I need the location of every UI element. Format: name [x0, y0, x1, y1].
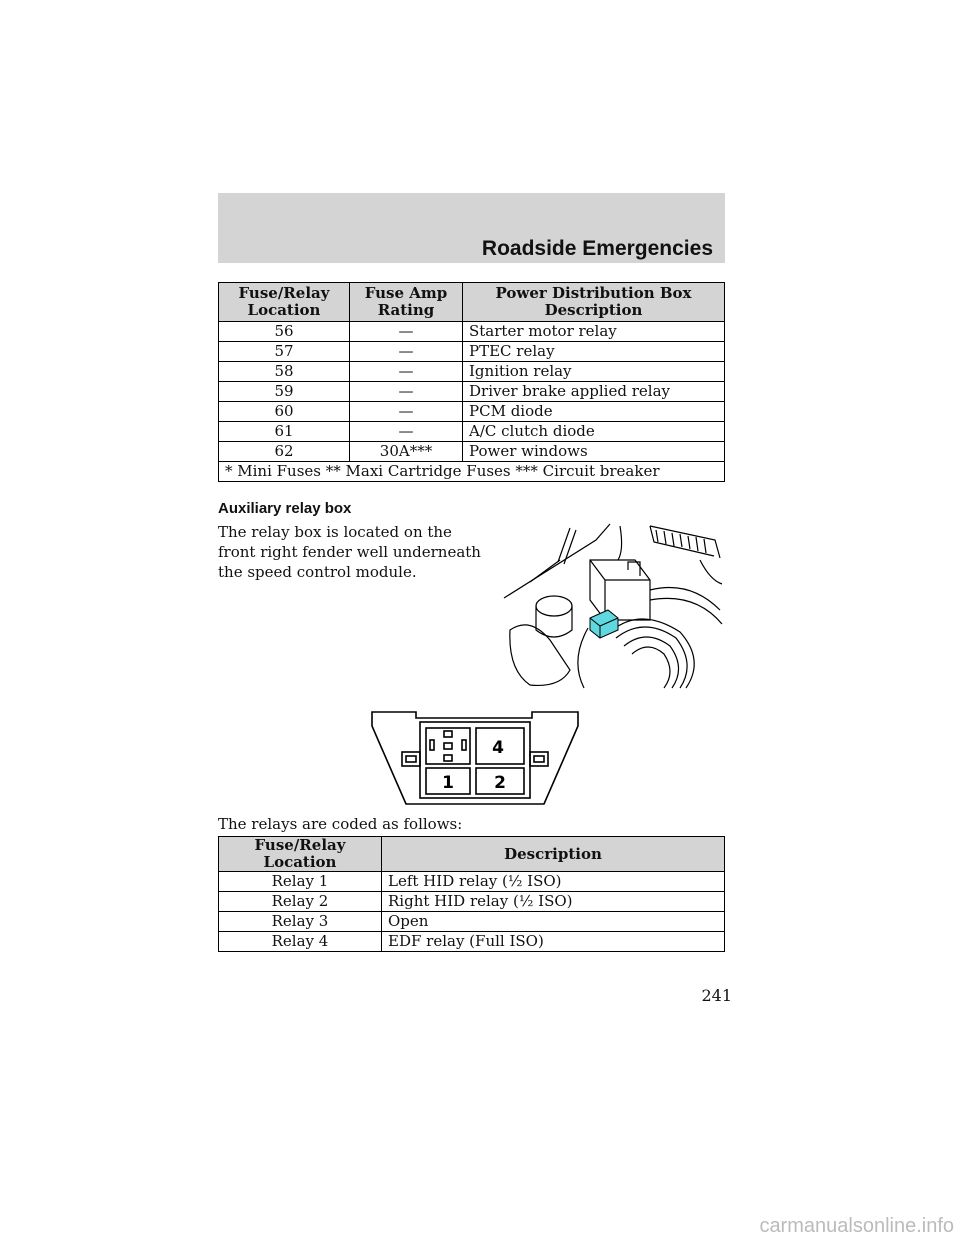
- table-cell: Relay 2: [219, 892, 382, 912]
- table-header-row: [219, 283, 725, 322]
- table-cell: —: [350, 402, 463, 422]
- location-paragraph: The relay box is located on the front right fender well underneath the speed control module.: [218, 523, 481, 581]
- table-cell: 30A***: [350, 442, 463, 462]
- section-heading: Auxiliary relay box: [218, 500, 352, 517]
- table-cell: PCM diode: [463, 402, 725, 422]
- table-cell: —: [350, 422, 463, 442]
- table-row: [219, 362, 725, 382]
- column-header: Description: [382, 837, 725, 872]
- engine-compartment-illustration: [500, 520, 726, 690]
- relay-label-4: 4: [492, 738, 504, 758]
- header-band: [218, 193, 725, 263]
- table-cell: 56: [219, 322, 350, 342]
- table-cell: —: [350, 382, 463, 402]
- table-row: [219, 322, 725, 342]
- table-cell: 60: [219, 402, 350, 422]
- column-header: Fuse Amp Rating: [350, 283, 463, 322]
- table-row: [219, 872, 725, 892]
- table-cell: Ignition relay: [463, 362, 725, 382]
- table-cell: Relay 3: [219, 912, 382, 932]
- table-cell: A/C clutch diode: [463, 422, 725, 442]
- table-row: [219, 402, 725, 422]
- table-cell: Open: [382, 912, 725, 932]
- table-cell: PTEC relay: [463, 342, 725, 362]
- page-number: 241: [701, 986, 732, 1005]
- power-distribution-table: [218, 282, 725, 482]
- table-cell: Relay 4: [219, 932, 382, 952]
- column-header: Fuse/Relay Location: [219, 837, 382, 872]
- table-footnote: * Mini Fuses ** Maxi Cartridge Fuses *** Circuit breaker: [219, 462, 725, 482]
- table-cell: Power windows: [463, 442, 725, 462]
- table-cell: —: [350, 342, 463, 362]
- column-header: Fuse/Relay Location: [219, 283, 350, 322]
- table-row: [219, 342, 725, 362]
- relay-table: [218, 836, 725, 952]
- table-cell: Left HID relay (½ ISO): [382, 872, 725, 892]
- table-cell: 59: [219, 382, 350, 402]
- table-cell: —: [350, 322, 463, 342]
- table-row: [219, 442, 725, 462]
- column-header: Power Distribution Box Description: [463, 283, 725, 322]
- section-title: Roadside Emergencies: [481, 237, 713, 260]
- table-cell: Relay 1: [219, 872, 382, 892]
- relays-coded-paragraph: The relays are coded as follows:: [218, 815, 463, 833]
- table-row: [219, 932, 725, 952]
- relay-label-1: 1: [442, 773, 454, 793]
- watermark[interactable]: carmanualsonline.info: [759, 1215, 954, 1237]
- table-cell: —: [350, 362, 463, 382]
- table-row: [219, 912, 725, 932]
- table-row: [219, 892, 725, 912]
- table-cell: 62: [219, 442, 350, 462]
- relay-label-2: 2: [494, 773, 506, 793]
- table-header-row: [219, 837, 725, 872]
- table-row: [219, 422, 725, 442]
- table-footnote-row: [219, 462, 725, 482]
- table-row: [219, 382, 725, 402]
- relay-box-diagram: [370, 708, 580, 808]
- table-cell: 58: [219, 362, 350, 382]
- table-cell: 61: [219, 422, 350, 442]
- table-cell: 57: [219, 342, 350, 362]
- table-cell: Driver brake applied relay: [463, 382, 725, 402]
- table-cell: Right HID relay (½ ISO): [382, 892, 725, 912]
- table-cell: EDF relay (Full ISO): [382, 932, 725, 952]
- table-cell: Starter motor relay: [463, 322, 725, 342]
